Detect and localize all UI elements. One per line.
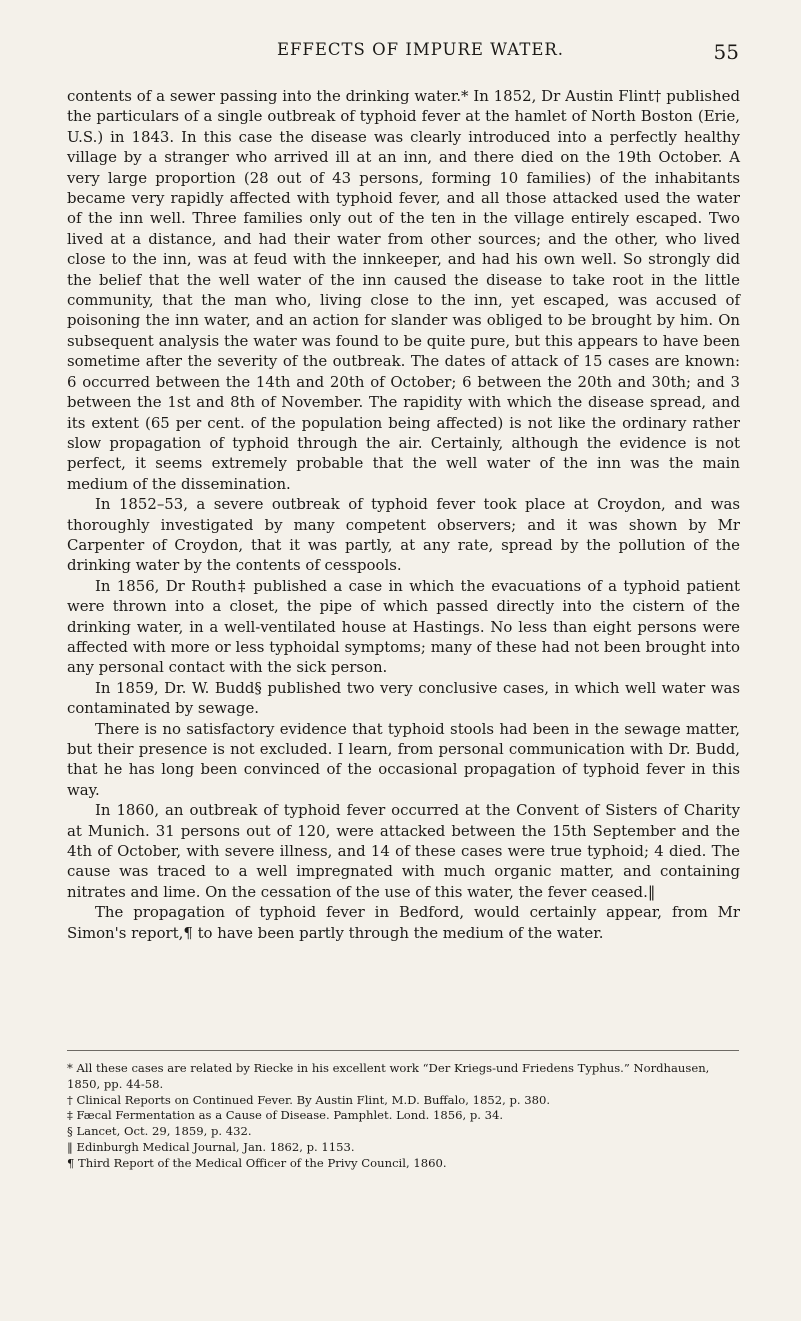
page-number: 55 [713,40,739,64]
footnote: † Clinical Reports on Continued Fever. By Austin Flint, M.D. Buffalo, 1852, p. 380. [67,1092,551,1107]
paragraph: contents of a sewer passing into the drinking water.* In 1852, Dr Austin Flint† published the particulars of a single outbreak of typhoid fever at the hamlet of North Boston (Erie, U.S.) in 1843. In this case the disease was clearly introduced into a perfectly healthy village by a stranger who arrived ill at an inn, and there died on the 19th October. A very large proportion (28 out of 43 persons, forming 10 families) of the inhabitants became very rapidly affected with typhoid fever, and all those attacked used the water of the inn well. Three families only out of the ten in the village entirely escaped. Two lived at a distance, and had their water from other sources; and the other, who lived close to the inn, was at feud with the innkeeper, and had his own well. So strongly did the belief that the well water of the inn caused the disease to take root in the little community, that the man who, living close to the inn, yet escaped, was accused of poisoning the inn water, and an action for slander was obliged to be brought by him. On subsequent analysis the water was found to be quite pure, but this appears to have been sometime after the severity of the outbreak. The dates of attack of 15 cases are known: 6 occurred between the 14th and 20th of October; 6 between the 20th and 30th; and 3 between the 1st and 8th of November. The rapidity with which the disease spread, and its extent (65 per cent. of the population being affected) is not like the ordinary rather slow propagation of typhoid through the air. Certainly, although the evidence is not perfect, it seems extremely probable that the well water of the inn was the main medium of the dissemination. [67,87,740,493]
footnote: * All these cases are related by Riecke in his excellent work “Der Kriegs-und Friedens Typhus.” Nordhausen, 1850, pp. 44-58. [67,1061,710,1091]
footnote-divider [67,1050,739,1051]
footnotes [67,1061,740,1172]
paragraph: The propagation of typhoid fever in Bedford, would certainly appear, from Mr Simon's report,¶ to have been partly through the medium of the water. [67,903,740,942]
paragraph: In 1859, Dr. W. Budd§ published two very conclusive cases, in which well water was contaminated by sewage. [67,678,740,718]
footnote: ¶ Third Report of the Medical Officer of the Privy Council, 1860. [67,1155,447,1170]
body-text [67,86,740,943]
footnote: § Lancet, Oct. 29, 1859, p. 432. [67,1124,252,1139]
paragraph: In 1860, an outbreak of typhoid fever occurred at the Convent of Sisters of Charity at Munich. 31 persons out of 120, were attacked between the 15th September and the 4th of October, with severe illness, and 14 of these cases were true typhoid; 4 died. The cause was traced to a well impregnated with much organic matter, and containing nitrates and lime. On the cessation of the use of this water, the fever ceased.‖ [67,801,740,901]
footnote: ‖ Edinburgh Medical Journal, Jan. 1862, p. 1153. [67,1139,355,1154]
paragraph: In 1852–53, a severe outbreak of typhoid fever took place at Croydon, and was thoroughly investigated by many competent observers; and it was shown by Mr Carpenter of Croydon, that it was partly, at any rate, spread by the pollution of the drinking water by the contents of cesspools. [67,495,740,575]
running-head: EFFECTS OF IMPURE WATER. [276,40,565,59]
footnote: ‡ Fæcal Fermentation as a Cause of Disease. Pamphlet. Lond. 1856, p. 34. [67,1108,504,1123]
paragraph: In 1856, Dr Routh‡ published a case in which the evacuations of a typhoid patient were thrown into a closet, the pipe of which passed directly into the cistern of the drinking water, in a well-ventilated house at Hastings. No less than eight persons were affected with more or less typhoidal symptoms; many of these had not been brought into any personal contact with the sick person. [67,576,740,677]
paragraph: There is no satisfactory evidence that typhoid stools had been in the sewage matter, but their presence is not excluded. I learn, from personal communication with Dr. Budd, that he has long been convinced of the occasional propagation of typhoid fever in this way. [67,719,740,799]
